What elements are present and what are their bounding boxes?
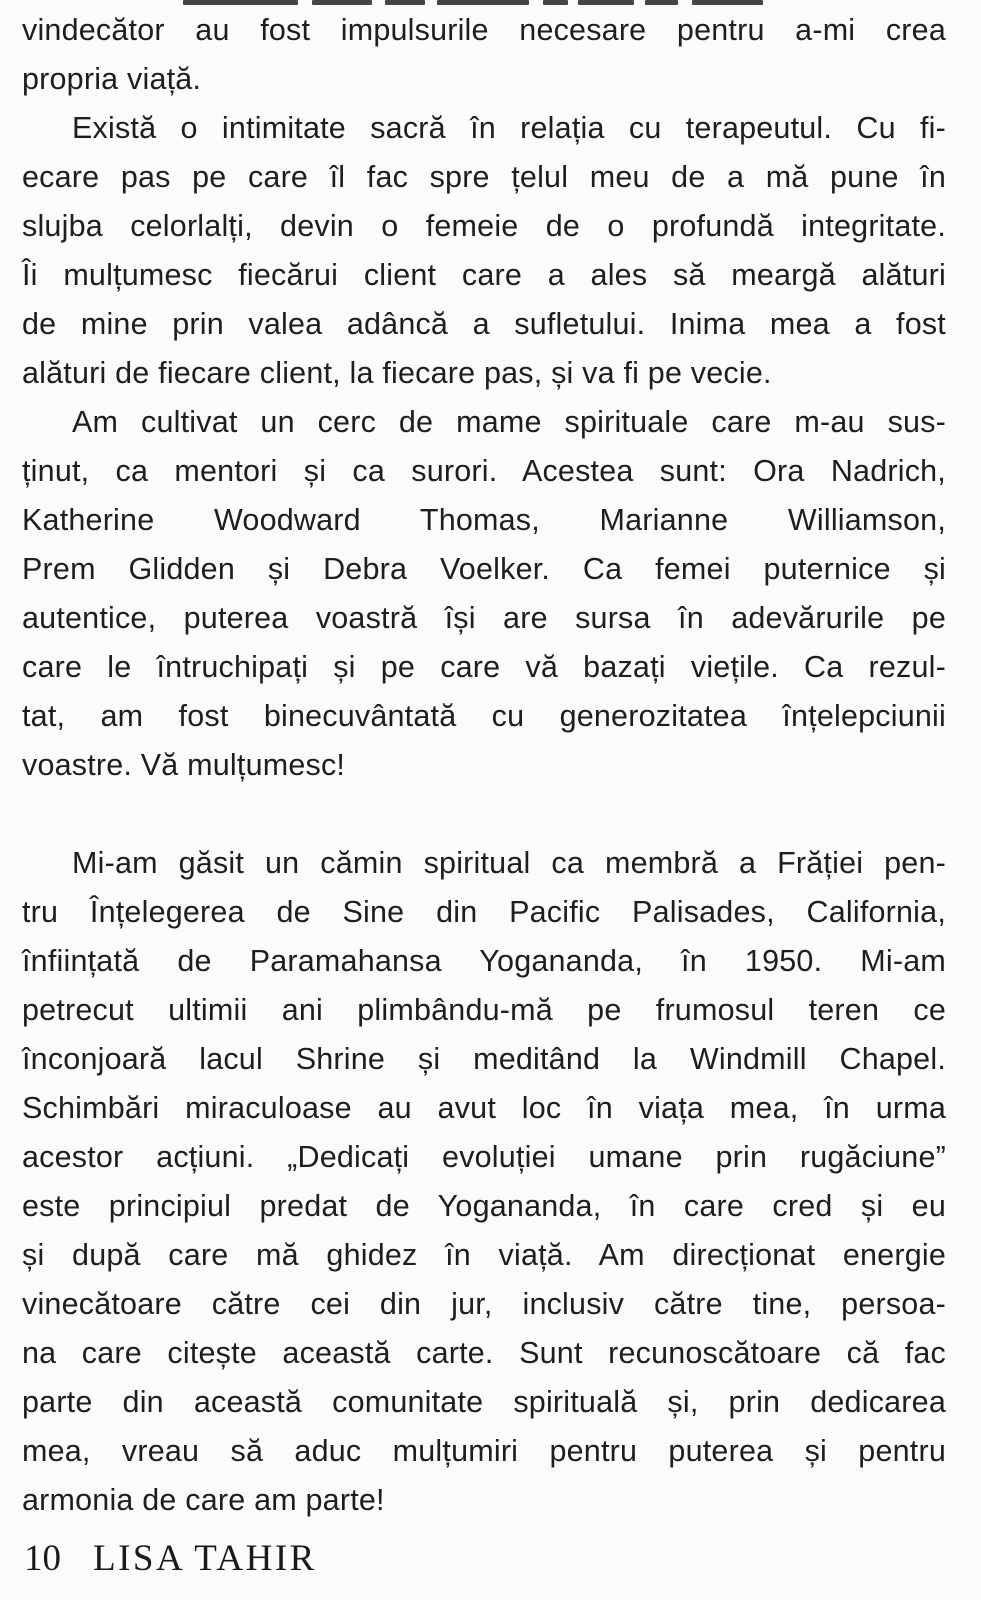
text-line: ecare pas pe care îl fac spre țelul meu de a mă pune în [22,160,946,194]
page-footer [24,1537,317,1580]
paragraph-spacer [22,790,946,839]
text-line: este principiul predat de Yogananda, în care cred și eu [22,1189,946,1223]
text-line: tat, am fost binecuvântată cu generozitatea înțelepciunii [22,699,946,733]
text-line: vinecătoare către cei din jur, inclusiv către tine, persoa- [22,1287,946,1321]
glyph-fragment [183,0,298,5]
text-line: înființată de Paramahansa Yogananda, în 1950. Mi-am [22,944,946,978]
text-line: acestor acțiuni. „Dedicați evoluției umane prin rugăciune” [22,1140,946,1174]
glyph-fragment [437,0,529,5]
page-number: 10 [24,1538,61,1579]
body-text [22,6,946,1525]
text-line: Îi mulțumesc fiecărui client care a ales să meargă alături [22,258,946,292]
glyph-fragment [312,0,372,5]
glyph-fragment [645,0,678,5]
text-line: de mine prin valea adâncă a sufletului. Inima mea a fost [22,307,946,341]
text-line: mea, vreau să aduc mulțumiri pentru puterea și pentru [22,1434,946,1468]
glyph-fragment [385,0,425,5]
glyph-fragment [578,0,634,5]
text-line: și după care mă ghidez în viață. Am direcționat energie [22,1238,946,1272]
text-line: Am cultivat un cerc de mame spirituale care m-au sus- [72,405,946,439]
text-line: autentice, puterea voastră își are sursa în adevărurile pe [22,601,946,635]
text-line: propria viață. [22,62,202,96]
text-line: petrecut ultimii ani plimbându-mă pe frumosul teren ce [22,993,946,1027]
text-line: Există o intimitate sacră în relația cu terapeutul. Cu fi- [72,111,946,145]
text-line: slujba celorlalți, devin o femeie de o profundă integritate. [22,209,946,243]
text-line: alături de fiecare client, la fiecare pas, și va fi pe vecie. [22,356,772,390]
text-line: parte din această comunitate spirituală și, prin dedicarea [22,1385,946,1419]
text-line: Mi-am găsit un cămin spiritual ca membră a Frăției pen- [72,846,946,880]
text-line: voastre. Vă mulțumesc! [22,748,346,782]
text-line: ținut, ca mentori și ca surori. Acestea sunt: Ora Nadrich, [22,454,946,488]
text-line: na care citește această carte. Sunt recunoscătoare că fac [22,1336,946,1370]
text-line: Katherine Woodward Thomas, Marianne Williamson, [22,503,946,537]
text-line: tru Înțelegerea de Sine din Pacific Palisades, California, [22,895,946,929]
text-line: armonia de care am parte! [22,1483,385,1517]
running-title: LISA TAHIR [93,1538,317,1579]
glyph-fragment [543,0,568,5]
glyph-fragment [692,0,763,5]
text-line: vindecător au fost impulsurile necesare pentru a-mi crea [22,13,946,47]
text-line: înconjoară lacul Shrine și meditând la Windmill Chapel. [22,1042,946,1076]
text-line: Prem Glidden și Debra Voelker. Ca femei puternice și [22,552,946,586]
text-line: Schimbări miraculoase au avut loc în viața mea, în urma [22,1091,946,1125]
text-line: care le întruchipați și pe care vă bazați viețile. Ca rezul- [22,650,946,684]
